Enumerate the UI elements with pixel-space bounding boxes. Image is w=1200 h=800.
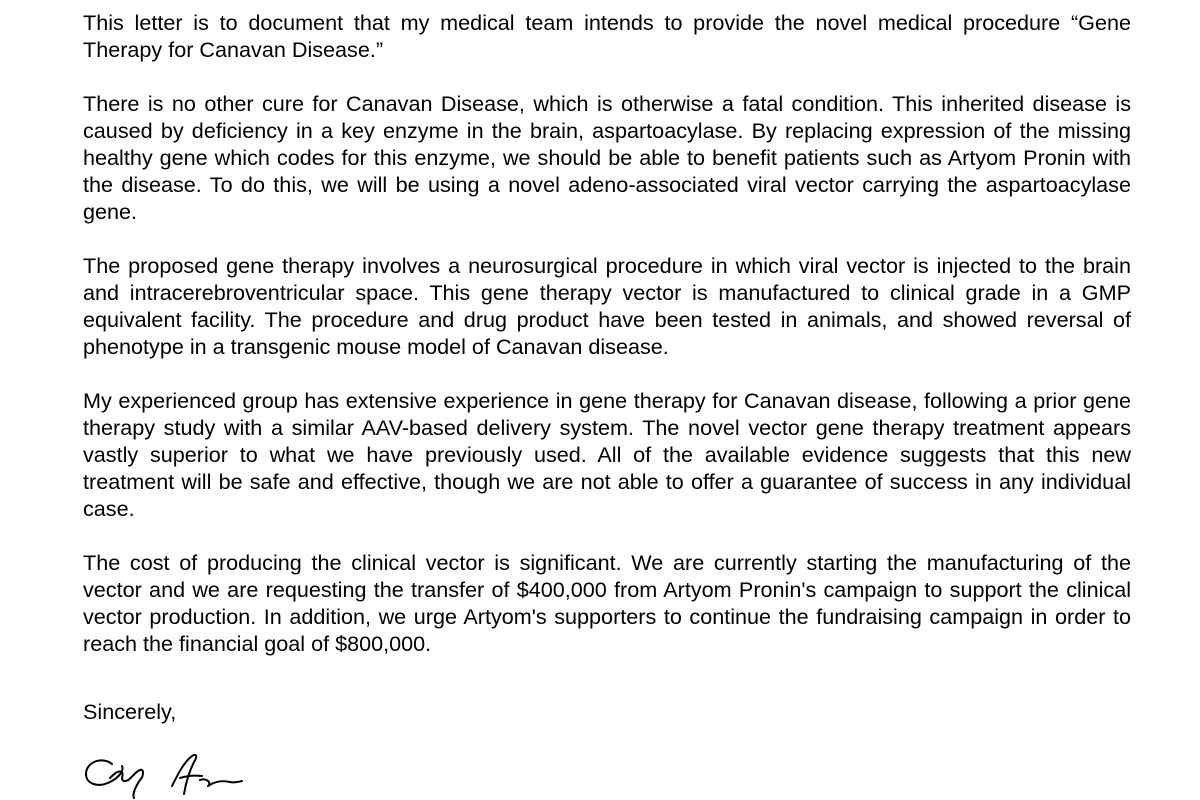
paragraph-funding-request: The cost of producing the clinical vector is significant. We are currently starting the manufacturing of the vector and we are requesting the transfer of $400,000 from Artyom Pronin's campaign to support the clinical vector production. In addition, we urge Artyom's supporters to continue the fundraising campaign in order to reach the financial goal of $800,000. bbox=[83, 550, 1131, 656]
handwritten-signature bbox=[80, 748, 260, 800]
paragraph-experience: My experienced group has extensive experience in gene therapy for Canavan disease, following a prior gene therapy study with a similar AAV-based delivery system. The novel vector gene therapy treatment appears vastly superior to what we have previously used. All of the available evidence suggests that this new treatment will be safe and effective, though we are not able to offer a guarantee of success in any individual case. bbox=[83, 388, 1131, 521]
paragraph-intent: This letter is to document that my medical team intends to provide the novel medical procedure “Gene Therapy for Canavan Disease.” bbox=[83, 10, 1131, 62]
letter-body bbox=[83, 9, 1131, 684]
closing-salutation: Sincerely, bbox=[83, 699, 177, 724]
paragraph-disease-background: There is no other cure for Canavan Disease, which is otherwise a fatal condition. This inherited disease is caused by deficiency in a key enzyme in the brain, aspartoacylase. By replacing expression of the missing healthy gene which codes for this enzyme, we should be able to benefit patients such as Artyom Pronin with the disease. To do this, we will be using a novel adeno-associated viral vector carrying the aspartoacylase gene. bbox=[83, 91, 1131, 224]
paragraph-procedure: The proposed gene therapy involves a neurosurgical procedure in which viral vector is injected to the brain and intracerebroventricular space. This gene therapy vector is manufactured to clinical grade in a GMP equivalent facility. The procedure and drug product have been tested in animals, and showed reversal of phenotype in a transgenic mouse model of Canavan disease. bbox=[83, 253, 1131, 359]
